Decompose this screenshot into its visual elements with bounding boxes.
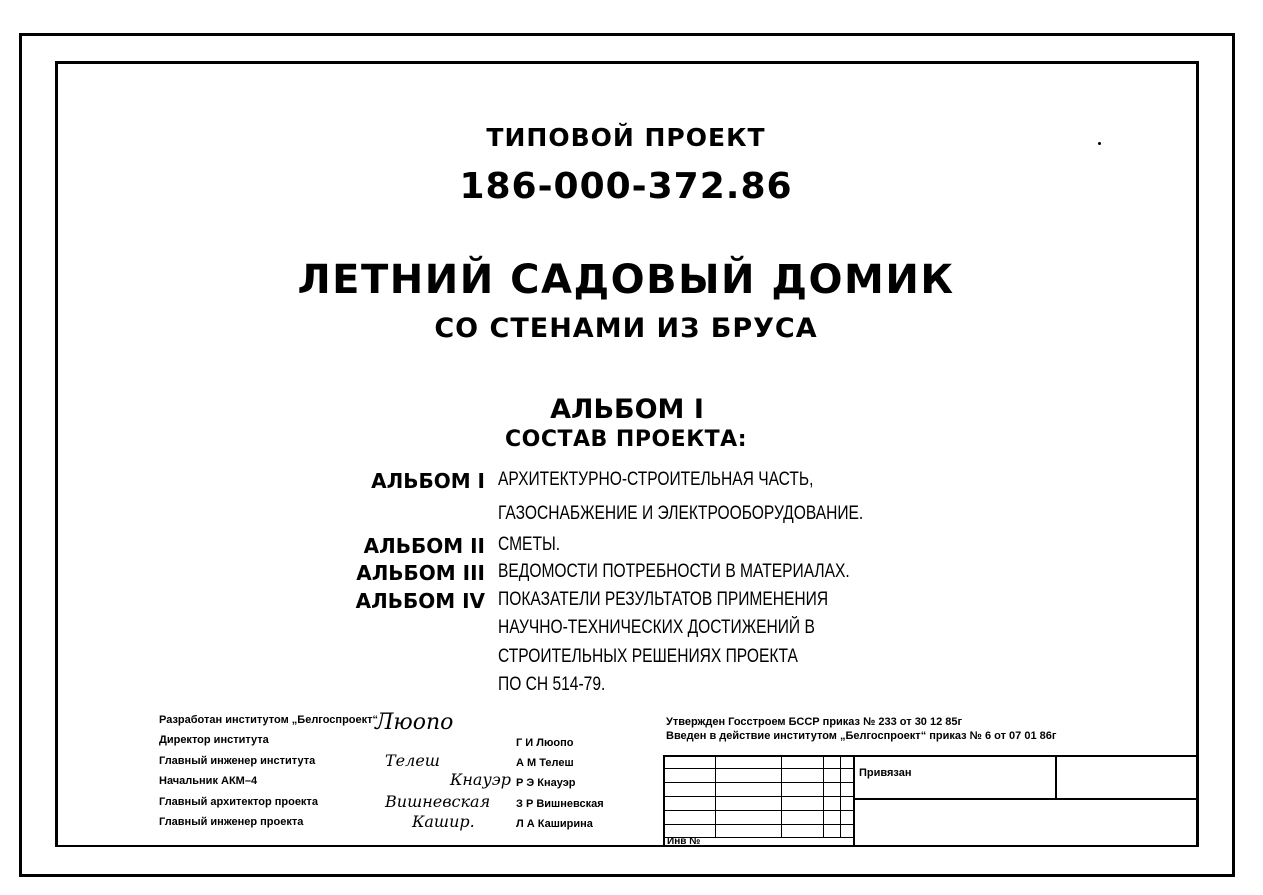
album-line: АРХИТЕКТУРНО-СТРОИТЕЛЬНАЯ ЧАСТЬ, (498, 469, 814, 490)
album-line: ПО СН 514-79. (498, 674, 606, 695)
album-line: ВЕДОМОСТИ ПОТРЕБНОСТИ В МАТЕРИАЛАХ. (498, 561, 850, 582)
composition-title: СОСТАВ ПРОЕКТА: (504, 427, 748, 452)
signature: Кашир. (412, 812, 475, 831)
signature: Люопо (375, 710, 454, 735)
album-name: АЛЬБОМ I (371, 469, 485, 493)
current-album: АЛЬБОМ I (550, 394, 704, 425)
staff-role: Директор института (159, 734, 269, 746)
staff-name: Р Э Кнауэр (516, 777, 576, 789)
staff-role: Начальник АКМ–4 (159, 775, 258, 787)
staff-name: З Р Вишневская (516, 798, 604, 810)
staff-name: Л А Каширина (516, 818, 593, 830)
album-line: НАУЧНО-ТЕХНИЧЕСКИХ ДОСТИЖЕНИЙ В (498, 617, 815, 638)
staff-role: Главный архитектор проекта (159, 796, 318, 808)
developed-by: Разработан институтом „Белгоспроект“ (159, 714, 379, 726)
staff-role: Главный инженер проекта (159, 816, 304, 828)
signature: Телеш (385, 751, 440, 770)
album-name: АЛЬБОМ III (356, 561, 485, 585)
signature: Кнауэр (450, 770, 511, 789)
project-subtitle: СО СТЕНАМИ ИЗ БРУСА (434, 313, 818, 344)
album-name: АЛЬБОМ IV (355, 589, 485, 613)
enactment-line: Введен в действие институтом „Белгоспроект“ приказ № 6 от 07 01 86г (666, 730, 1057, 742)
bound-label: Привязан (859, 767, 912, 779)
stamp-table (663, 755, 1199, 847)
album-line: СТРОИТЕЛЬНЫХ РЕШЕНИЯХ ПРОЕКТА (498, 646, 798, 667)
staff-role: Главный инженер института (159, 755, 316, 767)
project-series: ТИПОВОЙ ПРОЕКТ (486, 123, 766, 152)
staff-name: А М Телеш (516, 757, 574, 769)
inventory-label: Инв № (667, 836, 701, 847)
project-code: 186-000-372.86 (459, 166, 793, 207)
signature: Вишневская (385, 792, 491, 811)
album-name: АЛЬБОМ II (363, 534, 485, 558)
album-line: ГАЗОСНАБЖЕНИЕ И ЭЛЕКТРООБОРУДОВАНИЕ. (498, 503, 864, 524)
project-title: ЛЕТНИЙ САДОВЫЙ ДОМИК (297, 257, 955, 303)
approval-line: Утвержден Госстроем БССР приказ № 233 от 30 12 85г (666, 716, 963, 728)
staff-name: Г И Люопо (516, 737, 574, 749)
album-line: СМЕТЫ. (498, 534, 561, 555)
scan-speck (1098, 142, 1101, 145)
album-line: ПОКАЗАТЕЛИ РЕЗУЛЬТАТОВ ПРИМЕНЕНИЯ (498, 589, 829, 610)
